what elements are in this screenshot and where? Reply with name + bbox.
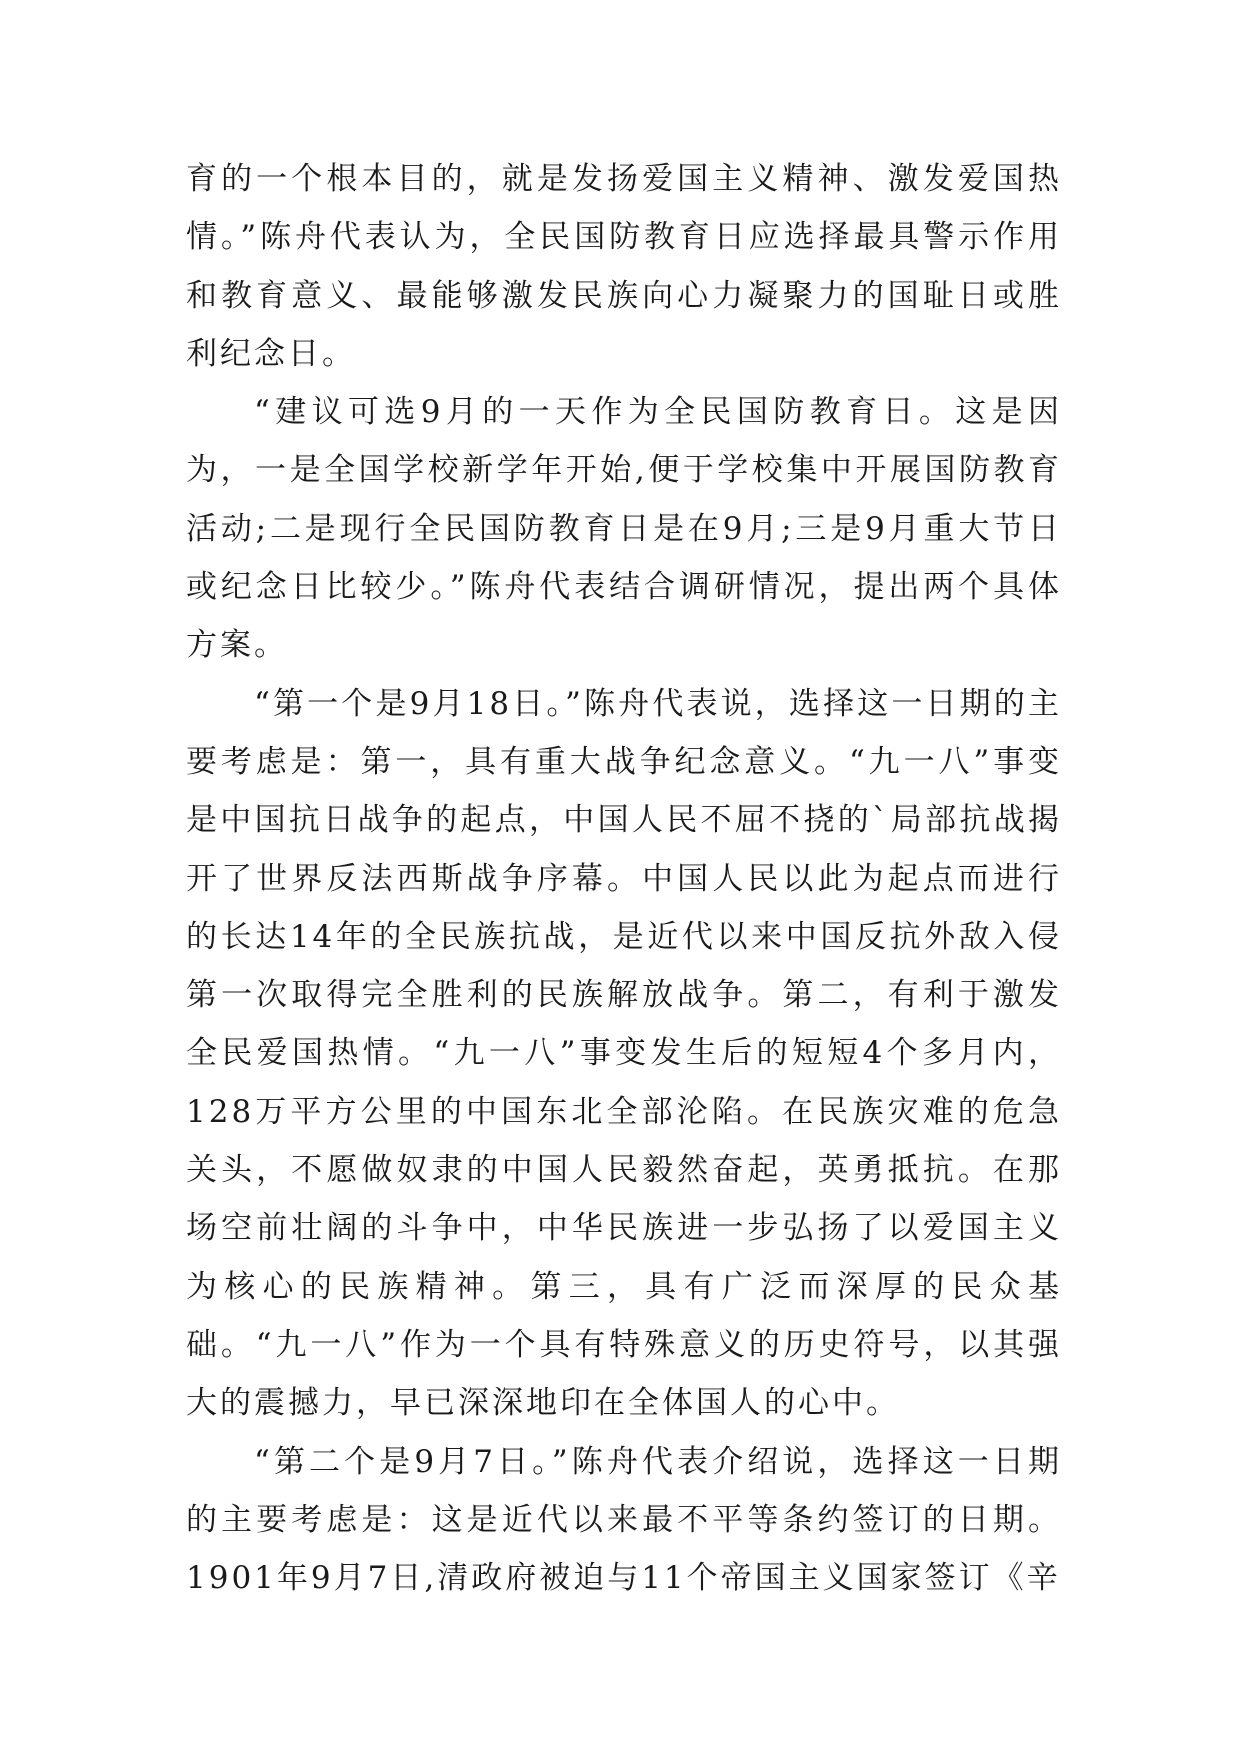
paragraph-2: “建议可选9月的一天作为全民国防教育日。这是因为，一是全国学校新学年开始,便于学校集中开展国防教育活动;二是现行全民国防教育日是在9月;三是9月重大节日或纪念日比较少。”陈舟代表结合调研情况，提出两个具体方案。: [186, 394, 1062, 664]
document-body: [186, 150, 1062, 1607]
paragraph-1: 育的一个根本目的，就是发扬爱国主义精神、激发爱国热情。”陈舟代表认为，全民国防教育日应选择最具警示作用和教育意义、最能够激发民族向心力凝聚力的国耻日或胜利纪念日。: [186, 161, 1062, 372]
paragraph-3: “第一个是9月18日。”陈舟代表说，选择这一日期的主要考虑是：第一，具有重大战争纪念意义。“九一八”事变是中国抗日战争的起点，中国人民不屈不挠的`局部抗战揭开了世界反法西斯战争序幕。中国人民以此为起点而进行的长达14年的全民族抗战，是近代以来中国反抗外敌入侵第一次取得完全胜利的民族解放战争。第二，有利于激发全民爱国热情。“九一八”事变发生后的短短4个多月内，128万平方公里的中国东北全部沦陷。在民族灾难的危急关头，不愿做奴隶的中国人民毅然奋起，英勇抵抗。在那场空前壮阔的斗争中，中华民族进一步弘扬了以爱国主义为核心的民族精神。第三，具有广泛而深厚的民众基础。“九一八”作为一个具有特殊意义的历史符号，以其强大的震撼力，早已深深地印在全体国人的心中。: [186, 685, 1062, 1422]
paragraph-4: “第二个是9月7日。”陈舟代表介绍说，选择这一日期的主要考虑是：这是近代以来最不平等条约签订的日期。1901年9月7日,清政府被迫与11个帝国主义国家签订《辛: [186, 1443, 1062, 1597]
